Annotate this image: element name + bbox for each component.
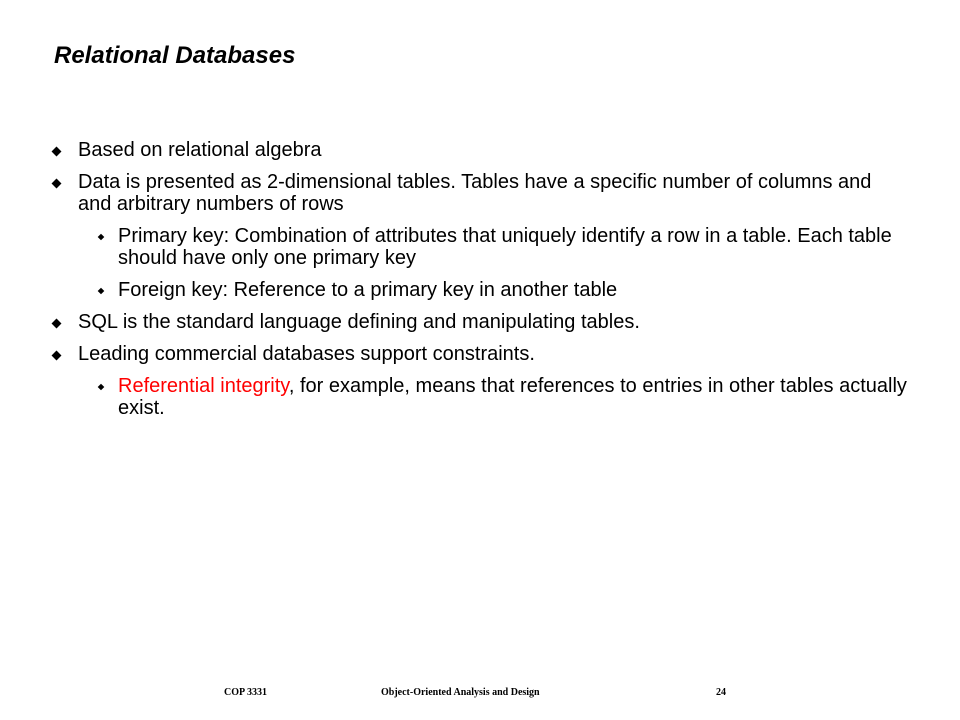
bullet-item xyxy=(48,171,908,215)
highlighted-term: Referential integrity xyxy=(118,375,289,397)
sub-bullet-text: Foreign key: Reference to a primary key in another table xyxy=(118,279,618,301)
footer-page-number: 24 xyxy=(716,687,726,698)
footer-course-title: Object-Oriented Analysis and Design xyxy=(381,687,540,698)
sub-bullet-item xyxy=(48,279,908,301)
sub-bullet-item xyxy=(48,375,908,419)
slide-title: Relational Databases xyxy=(54,42,296,69)
sub-bullet-text: , for example, means that references to entries in other tables actually exist. xyxy=(118,375,907,419)
bullet-text: Data is presented as 2-dimensional tables. Tables have a specific number of columns and and arbitrary numbers of rows xyxy=(78,171,872,215)
bullet-text: SQL is the standard language defining and manipulating tables. xyxy=(78,311,640,333)
bullet-item xyxy=(48,311,908,333)
sub-bullet-text: Primary key: Combination of attributes that uniquely identify a row in a table. Each table should have only one primary key xyxy=(118,225,892,269)
diamond-sub-bullet-icon xyxy=(98,384,104,390)
sub-bullet-item xyxy=(48,225,908,269)
bullet-item xyxy=(48,139,908,161)
diamond-sub-bullet-icon xyxy=(98,288,104,294)
diamond-bullet-icon xyxy=(52,179,61,188)
diamond-bullet-icon xyxy=(52,319,61,328)
footer-course-code: COP 3331 xyxy=(224,687,268,698)
diamond-bullet-icon xyxy=(52,147,61,156)
bullet-text: Leading commercial databases support constraints. xyxy=(78,343,535,365)
bullet-text: Based on relational algebra xyxy=(78,139,322,161)
bullet-list xyxy=(48,139,908,429)
diamond-bullet-icon xyxy=(52,351,61,360)
diamond-sub-bullet-icon xyxy=(98,234,104,240)
bullet-item xyxy=(48,343,908,365)
